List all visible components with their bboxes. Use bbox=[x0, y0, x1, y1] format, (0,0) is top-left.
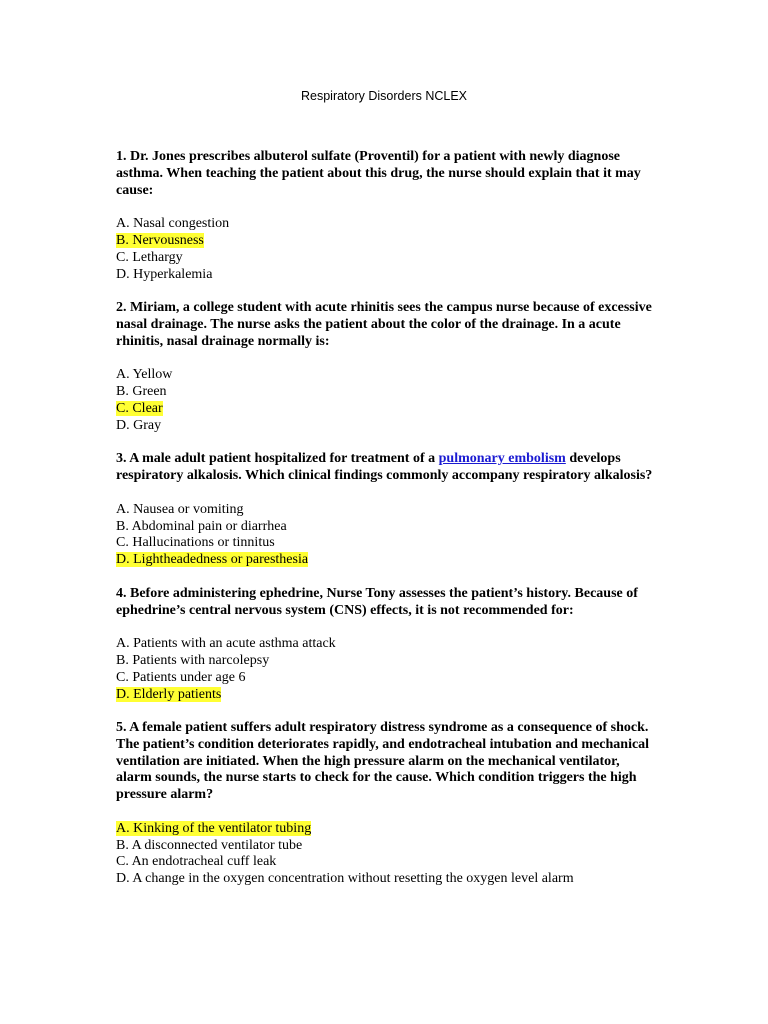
option-label: A. Nausea or vomiting bbox=[116, 501, 244, 517]
option-list bbox=[116, 216, 656, 283]
option-item bbox=[116, 519, 656, 536]
option-item bbox=[116, 871, 656, 888]
option-label: B. Abdominal pain or diarrhea bbox=[116, 518, 287, 534]
highlighted-answer: D. Lightheadedness or paresthesia bbox=[116, 552, 309, 568]
highlighted-answer: C. Clear bbox=[116, 400, 163, 416]
question-text-after-link: develops respiratory alkalosis. Which clinical findings commonly accompany respiratory alkalosis? bbox=[116, 451, 653, 484]
option-item-answer bbox=[116, 233, 656, 250]
question-text-before-link: 3. A male adult patient hospitalized for treatment of a bbox=[116, 451, 439, 467]
option-item-answer bbox=[116, 401, 656, 418]
option-label: B. Patients with narcolepsy bbox=[116, 652, 270, 668]
option-label: C. Patients under age 6 bbox=[116, 669, 246, 685]
question-block bbox=[116, 300, 656, 434]
question-block bbox=[116, 720, 656, 888]
option-label: D. A change in the oxygen concentration without resetting the oxygen level alarm bbox=[116, 871, 574, 887]
option-item bbox=[116, 670, 656, 687]
option-label: A. Patients with an acute asthma attack bbox=[116, 636, 336, 652]
pulmonary-embolism-link[interactable]: pulmonary embolism bbox=[438, 451, 566, 467]
question-block bbox=[116, 451, 656, 569]
option-label: D. Gray bbox=[116, 417, 162, 433]
question-text: 2. Miriam, a college student with acute rhinitis sees the campus nurse because of excessive nasal drainage. The nurse asks the patient about the color of the drainage. In a acute rhinitis, nasal drainage normally is: bbox=[116, 300, 652, 349]
option-item bbox=[116, 653, 656, 670]
option-item-answer bbox=[116, 687, 656, 704]
highlighted-answer: A. Kinking of the ventilator tubing bbox=[116, 820, 312, 836]
option-item bbox=[116, 535, 656, 552]
option-item bbox=[116, 854, 656, 871]
question-list bbox=[116, 149, 656, 905]
option-label: B. Green bbox=[116, 384, 167, 400]
option-list bbox=[116, 502, 656, 569]
option-label: C. Hallucinations or tinnitus bbox=[116, 535, 275, 551]
option-item bbox=[116, 502, 656, 519]
option-label: C. Lethargy bbox=[116, 249, 183, 265]
option-label: C. An endotracheal cuff leak bbox=[116, 854, 277, 870]
option-list bbox=[116, 821, 656, 888]
highlighted-answer: B. Nervousness bbox=[116, 232, 204, 248]
option-list bbox=[116, 636, 656, 703]
option-label: A. Nasal congestion bbox=[116, 216, 230, 232]
document-title: Respiratory Disorders NCLEX bbox=[300, 89, 468, 103]
option-item bbox=[116, 250, 656, 267]
option-label: A. Yellow bbox=[116, 367, 173, 383]
option-item-answer bbox=[116, 552, 656, 569]
question-text: 1. Dr. Jones prescribes albuterol sulfate (Proventil) for a patient with newly diagnose asthma. When teaching the patient about this drug, the nurse should explain that it may cause: bbox=[116, 149, 641, 198]
option-item bbox=[116, 216, 656, 233]
highlighted-answer: D. Elderly patients bbox=[116, 686, 222, 702]
option-label: B. A disconnected ventilator tube bbox=[116, 837, 303, 853]
option-item bbox=[116, 384, 656, 401]
option-list bbox=[116, 367, 656, 434]
question-block bbox=[116, 586, 656, 704]
option-item bbox=[116, 838, 656, 855]
question-text bbox=[116, 451, 656, 485]
question-text: 5. A female patient suffers adult respiratory distress syndrome as a consequence of shock. The patient’s condition deteriorates rapidly, and endotracheal intubation and mechanical ventilation are initiated. When the high pressure alarm on the mechanical ventilator, alarm sounds, the nurse starts to check for the cause. Which condition triggers the high pressure alarm? bbox=[116, 720, 650, 803]
option-item-answer bbox=[116, 821, 656, 838]
option-item bbox=[116, 418, 656, 435]
option-item bbox=[116, 367, 656, 384]
option-item bbox=[116, 636, 656, 653]
question-text: 4. Before administering ephedrine, Nurse Tony assesses the patient’s history. Because of ephedrine’s central nervous system (CNS) effects, it is not recommended for: bbox=[116, 585, 638, 618]
question-block bbox=[116, 149, 656, 283]
option-item bbox=[116, 267, 656, 284]
option-label: D. Hyperkalemia bbox=[116, 266, 213, 282]
